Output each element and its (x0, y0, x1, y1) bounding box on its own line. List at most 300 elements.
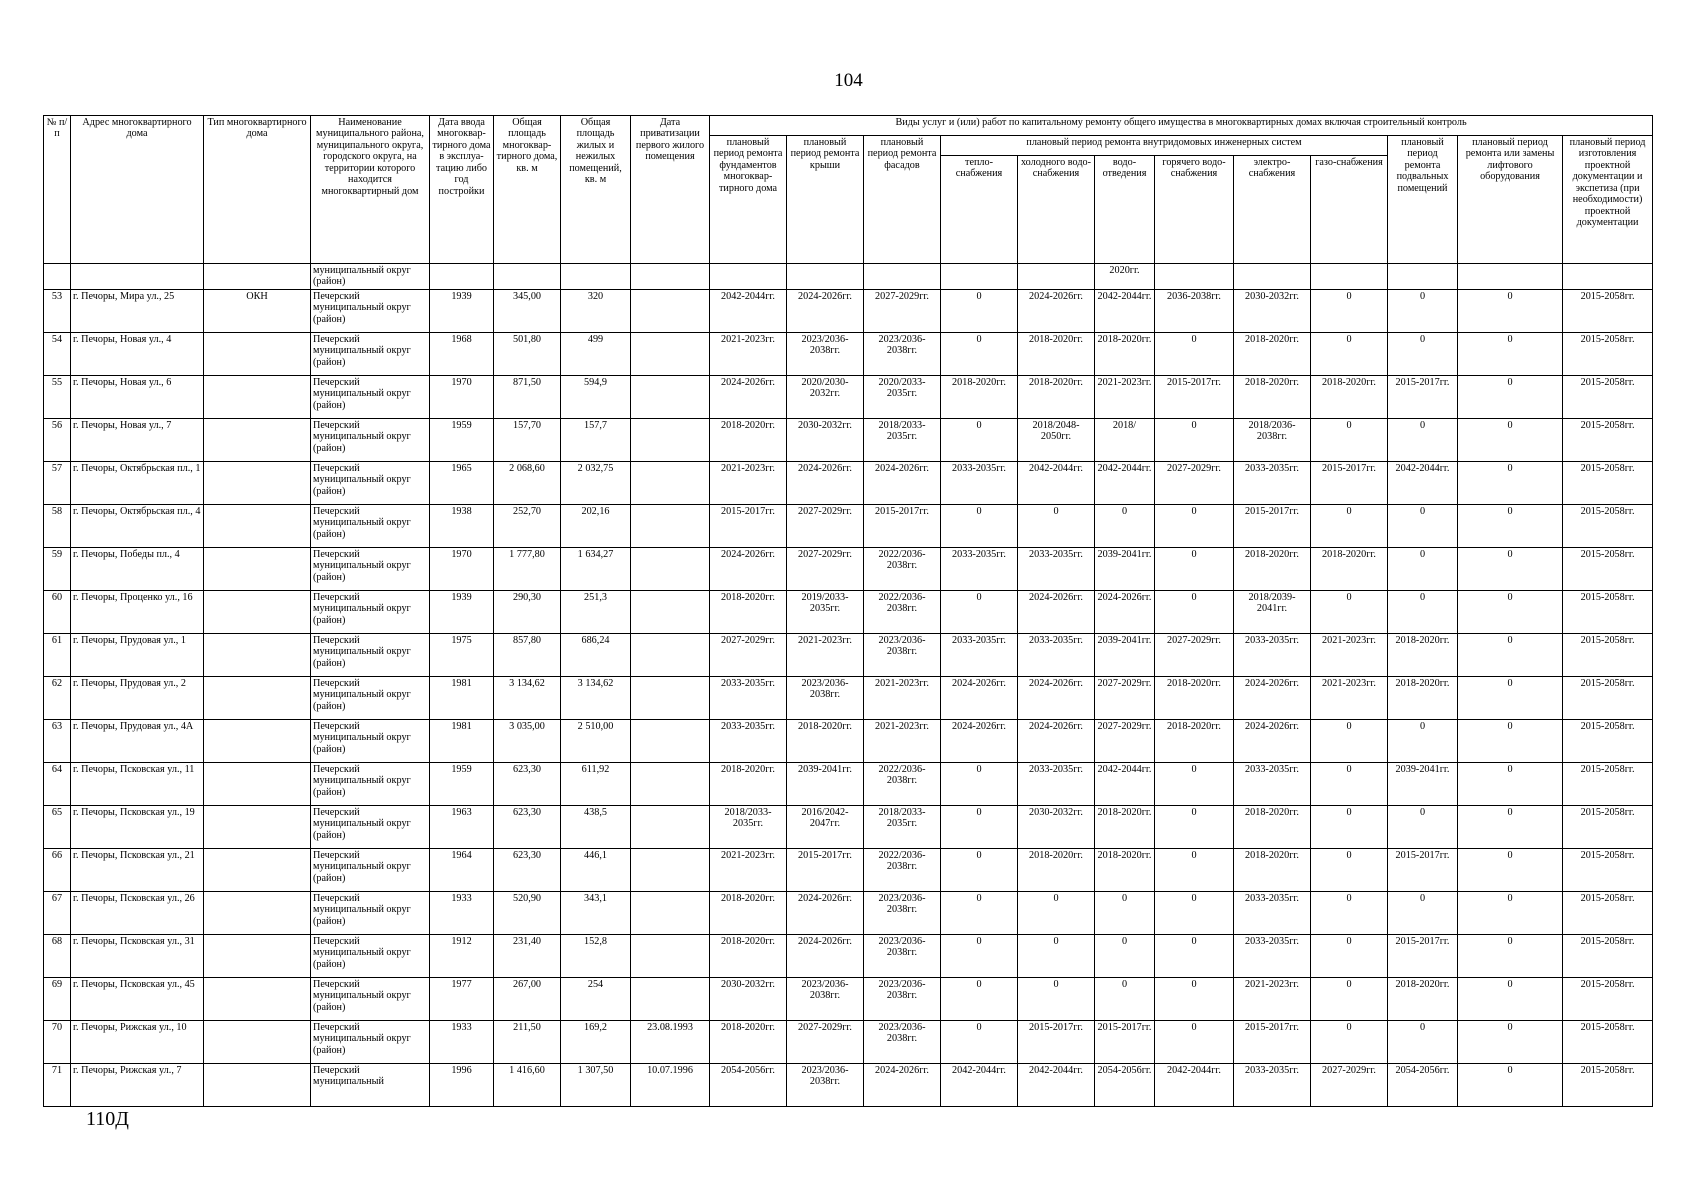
row-area-rooms: 438,5 (561, 806, 631, 849)
row-elevator: 0 (1458, 1064, 1563, 1107)
header-roof: плановый период ремонта крыши (787, 136, 864, 264)
row-facade: 2023/2036-2038гг. (864, 1021, 941, 1064)
row-address: г. Печоры, Октябрьская пл., 4 (71, 505, 204, 548)
row-num: 70 (44, 1021, 71, 1064)
row-area-rooms: 169,2 (561, 1021, 631, 1064)
row-year: 1968 (430, 333, 494, 376)
row-sewerage: 2039-2041гг. (1095, 548, 1155, 591)
row-type: ОКН (204, 290, 311, 333)
row-electricity: 2018-2020гг. (1234, 376, 1311, 419)
row-cold-water: 2033-2035гг. (1018, 634, 1095, 677)
row-sewerage: 0 (1095, 892, 1155, 935)
row-design: 2015-2058гг. (1563, 720, 1653, 763)
row-municipality: Печерский муниципальный округ (район) (311, 849, 430, 892)
row-year: 1975 (430, 634, 494, 677)
row-cold-water: 0 (1018, 505, 1095, 548)
row-elevator: 0 (1458, 505, 1563, 548)
row-gas: 2018-2020гг. (1311, 376, 1388, 419)
header-heat: тепло-снабжения (941, 156, 1018, 264)
row-design: 2015-2058гг. (1563, 677, 1653, 720)
row-elevator: 0 (1458, 849, 1563, 892)
row-basement: 0 (1388, 419, 1458, 462)
row-area-house: 267,00 (494, 978, 561, 1021)
row-hot-water: 0 (1155, 892, 1234, 935)
row-type (204, 376, 311, 419)
row-facade: 2023/2036-2038гг. (864, 978, 941, 1021)
row-municipality: Печерский муниципальный округ (район) (311, 634, 430, 677)
row-elevator: 0 (1458, 720, 1563, 763)
row-gas: 0 (1311, 333, 1388, 376)
row-basement: 2015-2017гг. (1388, 376, 1458, 419)
table-row (44, 505, 1653, 548)
continuation-municipality: муниципальный округ (район) (311, 264, 430, 290)
row-type (204, 763, 311, 806)
row-design: 2015-2058гг. (1563, 1064, 1653, 1107)
row-privatization (631, 677, 710, 720)
row-hot-water: 0 (1155, 1021, 1234, 1064)
row-elevator: 0 (1458, 1021, 1563, 1064)
row-address: г. Печоры, Псковская ул., 26 (71, 892, 204, 935)
row-facade: 2022/2036-2038гг. (864, 849, 941, 892)
row-area-rooms: 343,1 (561, 892, 631, 935)
row-hot-water: 0 (1155, 419, 1234, 462)
row-gas: 0 (1311, 419, 1388, 462)
row-roof: 2024-2026гг. (787, 290, 864, 333)
row-cold-water: 2018-2020гг. (1018, 376, 1095, 419)
row-area-rooms: 594,9 (561, 376, 631, 419)
row-electricity: 2018-2020гг. (1234, 548, 1311, 591)
row-roof: 2024-2026гг. (787, 935, 864, 978)
table-row (44, 849, 1653, 892)
row-design: 2015-2058гг. (1563, 376, 1653, 419)
row-gas: 0 (1311, 892, 1388, 935)
table-row (44, 677, 1653, 720)
row-facade: 2024-2026гг. (864, 1064, 941, 1107)
row-facade: 2022/2036-2038гг. (864, 591, 941, 634)
row-year: 1933 (430, 1021, 494, 1064)
row-area-rooms: 3 134,62 (561, 677, 631, 720)
row-gas: 0 (1311, 591, 1388, 634)
row-area-rooms: 2 510,00 (561, 720, 631, 763)
row-electricity: 2033-2035гг. (1234, 1064, 1311, 1107)
row-elevator: 0 (1458, 462, 1563, 505)
header-municipality: Наименование муниципального района, муниципального округа, городского округа, на территории которого находится многоквартирный дом (311, 116, 430, 264)
row-num: 68 (44, 935, 71, 978)
row-electricity: 2015-2017гг. (1234, 1021, 1311, 1064)
row-area-house: 857,80 (494, 634, 561, 677)
row-heat: 0 (941, 333, 1018, 376)
row-year: 1965 (430, 462, 494, 505)
table-header (44, 116, 1653, 264)
row-heat: 0 (941, 935, 1018, 978)
row-gas: 2015-2017гг. (1311, 462, 1388, 505)
header-facade: плановый период ремонта фасадов (864, 136, 941, 264)
row-municipality: Печерский муниципальный округ (район) (311, 290, 430, 333)
row-sewerage: 2027-2029гг. (1095, 677, 1155, 720)
row-num: 67 (44, 892, 71, 935)
row-foundation: 2018-2020гг. (710, 935, 787, 978)
table-row (44, 290, 1653, 333)
row-year: 1964 (430, 849, 494, 892)
row-electricity: 2015-2017гг. (1234, 505, 1311, 548)
row-cold-water: 2024-2026гг. (1018, 677, 1095, 720)
header-address: Адрес многоквартирного дома (71, 116, 204, 264)
row-design: 2015-2058гг. (1563, 548, 1653, 591)
row-roof: 2023/2036-2038гг. (787, 677, 864, 720)
row-privatization (631, 548, 710, 591)
row-privatization (631, 935, 710, 978)
row-basement: 0 (1388, 892, 1458, 935)
row-facade: 2022/2036-2038гг. (864, 763, 941, 806)
table-row (44, 978, 1653, 1021)
header-works-group: Виды услуг и (или) работ по капитальному ремонту общего имущества в многоквартирных домах включая строительный контроль (710, 116, 1653, 136)
row-municipality: Печерский муниципальный округ (район) (311, 763, 430, 806)
header-sewerage: водо-отведения (1095, 156, 1155, 264)
row-sewerage: 2054-2056гг. (1095, 1064, 1155, 1107)
header-total-area-rooms: Общая площадь жилых и нежилых помещений, кв. м (561, 116, 631, 264)
row-foundation: 2033-2035гг. (710, 677, 787, 720)
row-cold-water: 2018-2020гг. (1018, 333, 1095, 376)
row-electricity: 2033-2035гг. (1234, 763, 1311, 806)
row-roof: 2021-2023гг. (787, 634, 864, 677)
row-area-rooms: 254 (561, 978, 631, 1021)
row-area-rooms: 686,24 (561, 634, 631, 677)
header-commission-date: Дата ввода многоквар-тирного дома в эксплуа-тацию либо год постройки (430, 116, 494, 264)
row-address: г. Печоры, Новая ул., 7 (71, 419, 204, 462)
row-foundation: 2024-2026гг. (710, 548, 787, 591)
header-num: № п/п (44, 116, 71, 264)
row-roof: 2023/2036-2038гг. (787, 333, 864, 376)
header-type: Тип многоквартирного дома (204, 116, 311, 264)
row-design: 2015-2058гг. (1563, 892, 1653, 935)
row-roof: 2023/2036-2038гг. (787, 978, 864, 1021)
table-row (44, 591, 1653, 634)
row-roof: 2027-2029гг. (787, 548, 864, 591)
row-gas: 0 (1311, 290, 1388, 333)
row-privatization (631, 849, 710, 892)
row-cold-water: 2024-2026гг. (1018, 720, 1095, 763)
continuation-row (44, 264, 1653, 290)
row-cold-water: 0 (1018, 892, 1095, 935)
row-num: 59 (44, 548, 71, 591)
table-row (44, 419, 1653, 462)
row-elevator: 0 (1458, 290, 1563, 333)
row-municipality: Печерский муниципальный округ (район) (311, 462, 430, 505)
row-heat: 2033-2035гг. (941, 548, 1018, 591)
row-hot-water: 2042-2044гг. (1155, 1064, 1234, 1107)
table-row (44, 548, 1653, 591)
row-address: г. Печоры, Псковская ул., 19 (71, 806, 204, 849)
row-heat: 0 (941, 849, 1018, 892)
row-num: 66 (44, 849, 71, 892)
row-year: 1963 (430, 806, 494, 849)
row-num: 63 (44, 720, 71, 763)
row-type (204, 419, 311, 462)
row-electricity: 2021-2023гг. (1234, 978, 1311, 1021)
row-facade: 2015-2017гг. (864, 505, 941, 548)
row-design: 2015-2058гг. (1563, 1021, 1653, 1064)
table-row (44, 1064, 1653, 1107)
row-address: г. Печоры, Псковская ул., 31 (71, 935, 204, 978)
row-design: 2015-2058гг. (1563, 505, 1653, 548)
table-row (44, 806, 1653, 849)
row-basement: 0 (1388, 290, 1458, 333)
row-area-house: 501,80 (494, 333, 561, 376)
row-sewerage: 2018/ (1095, 419, 1155, 462)
row-elevator: 0 (1458, 677, 1563, 720)
row-facade: 2023/2036-2038гг. (864, 935, 941, 978)
header-total-area-house: Общая площадь многоквар-тирного дома, кв. м (494, 116, 561, 264)
row-design: 2015-2058гг. (1563, 419, 1653, 462)
row-roof: 2018-2020гг. (787, 720, 864, 763)
row-heat: 2042-2044гг. (941, 1064, 1018, 1107)
row-area-rooms: 320 (561, 290, 631, 333)
row-privatization (631, 978, 710, 1021)
row-privatization (631, 763, 710, 806)
row-heat: 2024-2026гг. (941, 677, 1018, 720)
row-foundation: 2021-2023гг. (710, 462, 787, 505)
row-sewerage: 2018-2020гг. (1095, 849, 1155, 892)
row-heat: 0 (941, 978, 1018, 1021)
row-elevator: 0 (1458, 376, 1563, 419)
row-address: г. Печоры, Прудовая ул., 2 (71, 677, 204, 720)
row-design: 2015-2058гг. (1563, 290, 1653, 333)
row-address: г. Печоры, Прудовая ул., 1 (71, 634, 204, 677)
row-gas: 0 (1311, 978, 1388, 1021)
row-hot-water: 0 (1155, 806, 1234, 849)
row-municipality: Печерский муниципальный (311, 1064, 430, 1107)
row-area-rooms: 1 634,27 (561, 548, 631, 591)
row-gas: 0 (1311, 806, 1388, 849)
row-year: 1977 (430, 978, 494, 1021)
row-sewerage: 2042-2044гг. (1095, 462, 1155, 505)
continuation-sewerage: 2020гг. (1095, 264, 1155, 290)
row-privatization (631, 634, 710, 677)
row-year: 1912 (430, 935, 494, 978)
row-type (204, 849, 311, 892)
row-design: 2015-2058гг. (1563, 806, 1653, 849)
row-roof: 2030-2032гг. (787, 419, 864, 462)
row-hot-water: 0 (1155, 333, 1234, 376)
row-area-house: 252,70 (494, 505, 561, 548)
row-type (204, 806, 311, 849)
row-area-house: 623,30 (494, 849, 561, 892)
row-area-house: 871,50 (494, 376, 561, 419)
row-privatization (631, 376, 710, 419)
row-elevator: 0 (1458, 935, 1563, 978)
table-row (44, 1021, 1653, 1064)
row-area-house: 1 416,60 (494, 1064, 561, 1107)
row-address: г. Печоры, Победы пл., 4 (71, 548, 204, 591)
row-electricity: 2018/2036-2038гг. (1234, 419, 1311, 462)
row-area-house: 345,00 (494, 290, 561, 333)
row-area-house: 623,30 (494, 763, 561, 806)
header-cold-water: холодного водо-снабжения (1018, 156, 1095, 264)
row-hot-water: 2018-2020гг. (1155, 677, 1234, 720)
row-gas: 2021-2023гг. (1311, 677, 1388, 720)
row-elevator: 0 (1458, 548, 1563, 591)
row-num: 64 (44, 763, 71, 806)
row-elevator: 0 (1458, 892, 1563, 935)
header-privatization-date: Дата приватизации первого жилого помещения (631, 116, 710, 264)
row-type (204, 634, 311, 677)
row-roof: 2027-2029гг. (787, 1021, 864, 1064)
row-sewerage: 2018-2020гг. (1095, 806, 1155, 849)
row-year: 1970 (430, 548, 494, 591)
row-foundation: 2018-2020гг. (710, 1021, 787, 1064)
row-electricity: 2024-2026гг. (1234, 677, 1311, 720)
row-basement: 2054-2056гг. (1388, 1064, 1458, 1107)
header-design-docs: плановый период изготовления проектной документации и экспетиза (при необходимости) проектной документации (1563, 136, 1653, 264)
row-cold-water: 2015-2017гг. (1018, 1021, 1095, 1064)
row-area-house: 157,70 (494, 419, 561, 462)
row-area-house: 211,50 (494, 1021, 561, 1064)
row-basement: 0 (1388, 806, 1458, 849)
row-address: г. Печоры, Рижская ул., 7 (71, 1064, 204, 1107)
row-address: г. Печоры, Псковская ул., 21 (71, 849, 204, 892)
row-heat: 0 (941, 591, 1018, 634)
row-gas: 0 (1311, 763, 1388, 806)
table-row (44, 935, 1653, 978)
row-privatization: 10.07.1996 (631, 1064, 710, 1107)
row-area-rooms: 251,3 (561, 591, 631, 634)
table-body (44, 264, 1653, 1107)
row-electricity: 2018-2020гг. (1234, 806, 1311, 849)
row-heat: 0 (941, 1021, 1018, 1064)
header-elevator: плановый период ремонта или замены лифтового оборудования (1458, 136, 1563, 264)
row-address: г. Печоры, Проценко ул., 16 (71, 591, 204, 634)
row-facade: 2018/2033-2035гг. (864, 419, 941, 462)
row-gas: 2021-2023гг. (1311, 634, 1388, 677)
row-num: 69 (44, 978, 71, 1021)
row-area-rooms: 202,16 (561, 505, 631, 548)
row-foundation: 2018/2033-2035гг. (710, 806, 787, 849)
row-type (204, 591, 311, 634)
row-type (204, 1021, 311, 1064)
row-privatization (631, 806, 710, 849)
row-num: 55 (44, 376, 71, 419)
row-type (204, 720, 311, 763)
header-foundation: плановый период ремонта фундаментов многоквар-тирного дома (710, 136, 787, 264)
row-basement: 0 (1388, 548, 1458, 591)
table-row (44, 376, 1653, 419)
row-privatization (631, 419, 710, 462)
row-electricity: 2033-2035гг. (1234, 935, 1311, 978)
row-sewerage: 2015-2017гг. (1095, 1021, 1155, 1064)
table-row (44, 763, 1653, 806)
table-row (44, 720, 1653, 763)
row-cold-water: 2018-2020гг. (1018, 849, 1095, 892)
row-address: г. Печоры, Прудовая ул., 4А (71, 720, 204, 763)
row-heat: 0 (941, 290, 1018, 333)
row-hot-water: 0 (1155, 505, 1234, 548)
row-facade: 2024-2026гг. (864, 462, 941, 505)
header-gas: газо-снабжения (1311, 156, 1388, 264)
row-basement: 0 (1388, 333, 1458, 376)
row-roof: 2019/2033-2035гг. (787, 591, 864, 634)
row-facade: 2021-2023гг. (864, 677, 941, 720)
row-design: 2015-2058гг. (1563, 849, 1653, 892)
row-area-house: 1 777,80 (494, 548, 561, 591)
row-sewerage: 2027-2029гг. (1095, 720, 1155, 763)
row-gas: 2018-2020гг. (1311, 548, 1388, 591)
row-num: 61 (44, 634, 71, 677)
row-basement: 2018-2020гг. (1388, 634, 1458, 677)
row-elevator: 0 (1458, 634, 1563, 677)
table-row (44, 333, 1653, 376)
row-area-house: 520,90 (494, 892, 561, 935)
row-address: г. Печоры, Новая ул., 6 (71, 376, 204, 419)
row-design: 2015-2058гг. (1563, 763, 1653, 806)
row-area-rooms: 1 307,50 (561, 1064, 631, 1107)
row-address: г. Печоры, Псковская ул., 45 (71, 978, 204, 1021)
row-electricity: 2018/2039-2041гг. (1234, 591, 1311, 634)
row-privatization (631, 892, 710, 935)
row-gas: 0 (1311, 849, 1388, 892)
row-gas: 0 (1311, 505, 1388, 548)
row-num: 62 (44, 677, 71, 720)
row-heat: 0 (941, 763, 1018, 806)
row-cold-water: 0 (1018, 935, 1095, 978)
row-privatization (631, 290, 710, 333)
row-facade: 2020/2033-2035гг. (864, 376, 941, 419)
row-design: 2015-2058гг. (1563, 462, 1653, 505)
row-elevator: 0 (1458, 806, 1563, 849)
row-elevator: 0 (1458, 333, 1563, 376)
row-design: 2015-2058гг. (1563, 978, 1653, 1021)
capital-repair-table (43, 115, 1653, 1107)
row-municipality: Печерский муниципальный округ (район) (311, 419, 430, 462)
row-type (204, 892, 311, 935)
row-num: 53 (44, 290, 71, 333)
row-cold-water: 2042-2044гг. (1018, 1064, 1095, 1107)
row-heat: 2018-2020гг. (941, 376, 1018, 419)
row-roof: 2024-2026гг. (787, 462, 864, 505)
row-electricity: 2024-2026гг. (1234, 720, 1311, 763)
row-sewerage: 0 (1095, 935, 1155, 978)
row-hot-water: 0 (1155, 548, 1234, 591)
row-type (204, 548, 311, 591)
header-basement: плановый период ремонта подвальных помещений (1388, 136, 1458, 264)
row-municipality: Печерский муниципальный округ (район) (311, 677, 430, 720)
row-basement: 0 (1388, 505, 1458, 548)
row-privatization (631, 591, 710, 634)
row-area-rooms: 152,8 (561, 935, 631, 978)
row-municipality: Печерский муниципальный округ (район) (311, 720, 430, 763)
row-year: 1981 (430, 677, 494, 720)
row-year: 1996 (430, 1064, 494, 1107)
row-type (204, 677, 311, 720)
row-area-house: 290,30 (494, 591, 561, 634)
row-facade: 2027-2029гг. (864, 290, 941, 333)
row-heat: 2033-2035гг. (941, 634, 1018, 677)
row-year: 1959 (430, 763, 494, 806)
row-address: г. Печоры, Новая ул., 4 (71, 333, 204, 376)
row-foundation: 2033-2035гг. (710, 720, 787, 763)
row-foundation: 2018-2020гг. (710, 763, 787, 806)
row-type (204, 935, 311, 978)
row-foundation: 2024-2026гг. (710, 376, 787, 419)
row-basement: 2042-2044гг. (1388, 462, 1458, 505)
row-facade: 2023/2036-2038гг. (864, 333, 941, 376)
row-type (204, 978, 311, 1021)
row-facade: 2023/2036-2038гг. (864, 892, 941, 935)
row-area-house: 3 035,00 (494, 720, 561, 763)
row-sewerage: 2042-2044гг. (1095, 763, 1155, 806)
row-design: 2015-2058гг. (1563, 591, 1653, 634)
row-hot-water: 0 (1155, 849, 1234, 892)
row-num: 71 (44, 1064, 71, 1107)
